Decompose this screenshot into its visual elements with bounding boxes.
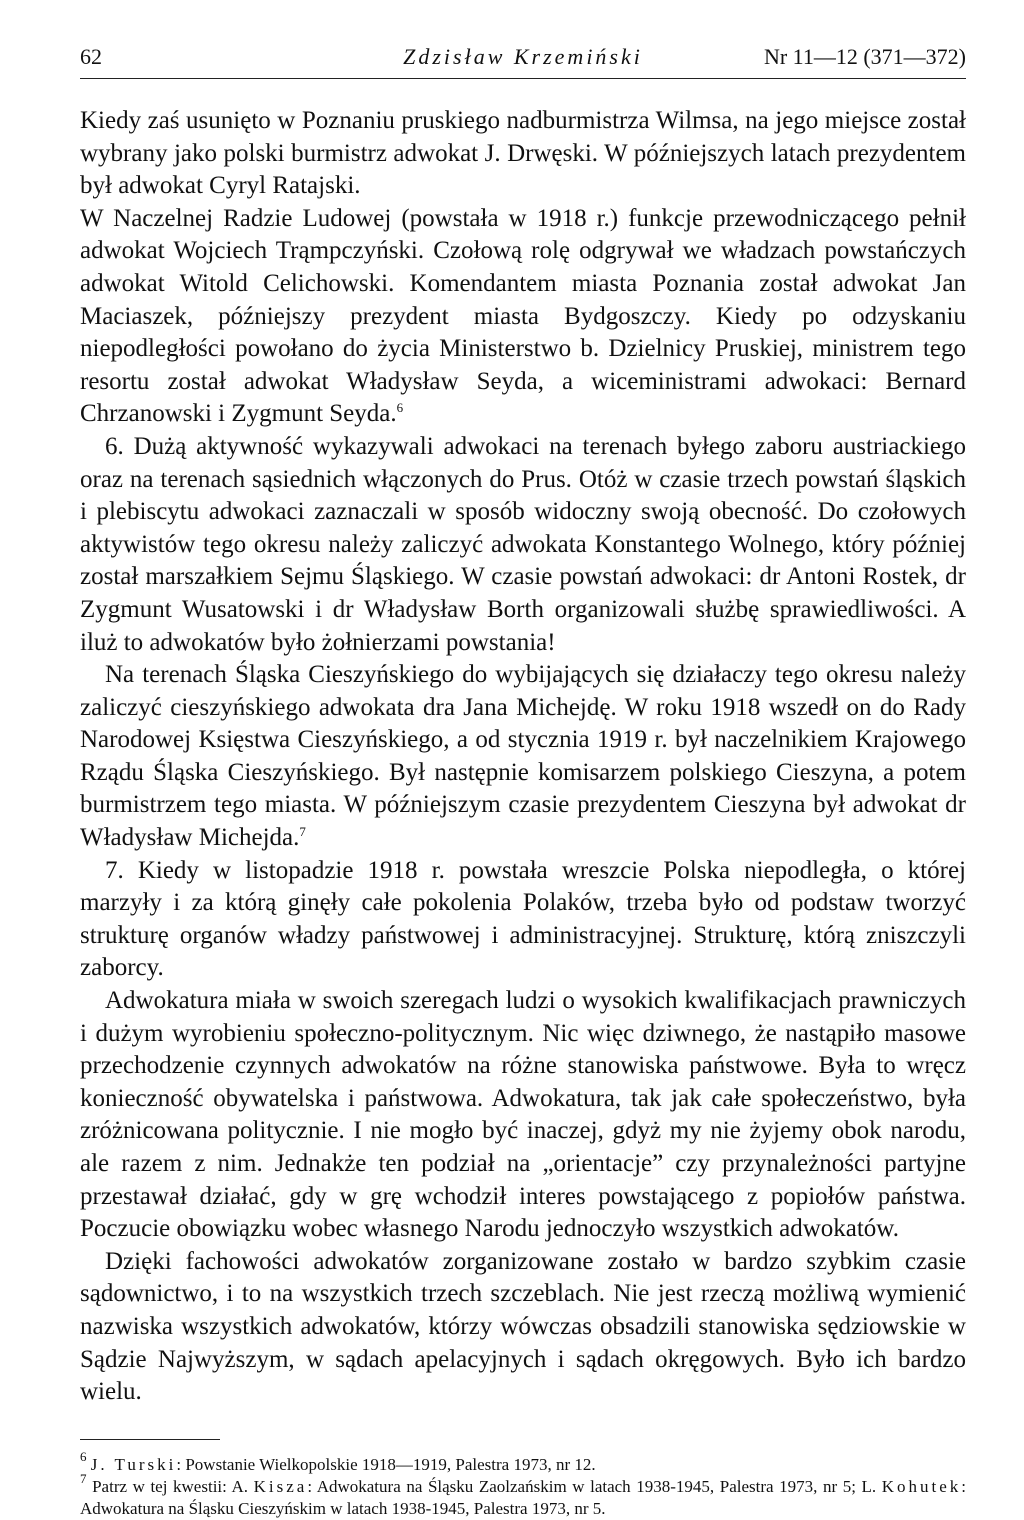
footnote-mark: 7 <box>80 1471 87 1487</box>
paragraph: Adwokatura miała w swoich szeregach ludzi o wysokich kwalifikacjach prawniczych i dużym wyrobieniu społeczno-politycznym. Nic więc dziwnego, że nastąpiło masowe przechodzenie czynnych adwokatów na różne stanowiska państwowe. Była to wręcz konieczność obywatelska i państwowa. Adwokatura, tak jak całe społeczeństwo, była zróżnicowana politycznie. I nie mogło być inaczej, gdyż my nie żyjemy obok narodu, ale razem z nim. Jednakże ten podział na „orientacje” czy przynależności partyjne przestawał działać, gdy w grę wchodził interes powstającego z popiołów państwa. Poczucie obowiązku wobec własnego Narodu jednoczyło wszystkich adwokatów. <box>80 987 966 1243</box>
footnote-author: Kisza <box>253 1477 308 1497</box>
article-body <box>80 105 966 1409</box>
header-issue: Nr 11—12 (371—372) <box>763 44 966 69</box>
header-author: Zdzisław Krzemiński <box>403 44 643 69</box>
footnote-text: : Powstanie Wielkopolskie 1918—1919, Palestra 1973, nr 12. <box>176 1454 596 1474</box>
footnote-rule <box>80 1439 220 1440</box>
page-number: 62 <box>80 44 102 69</box>
footnote-ref: 6 <box>396 400 404 416</box>
footnote-mark: 6 <box>80 1448 87 1464</box>
footnote-author: Kohutek <box>881 1477 962 1497</box>
paragraph: 7. Kiedy w listopadzie 1918 r. powstała wreszcie Polska niepodległa, o której marzyły i za którą ginęły całe pokolenia Polaków, trzeba było od podstaw tworzyć strukturę organów władzy państwowej i administracyjnej. Strukturę, którą zniszczyli zaborcy. <box>80 856 966 982</box>
footnote-text: Patrz w tej kwestii: A. <box>92 1477 254 1497</box>
paragraph: Kiedy zaś usunięto w Poznaniu pruskiego nadburmistrza Wilmsa, na jego miejsce został wybrany jako polski burmistrz adwokat J. Drwęski. W późniejszych latach prezydentem był adwokat Cyryl Ratajski. <box>80 107 966 200</box>
footnote-author: J. Turski <box>90 1454 177 1474</box>
footnote <box>80 1471 967 1519</box>
paragraph: W Naczelnej Radzie Ludowej (powstała w 1918 r.) funkcje przewodniczącego pełnił adwokat Wojciech Trąmpczyński. Czołową rolę odgrywał we władzach powstańczych adwokat Witold Celichowski. Komendantem miasta Poznania został adwokat Jan Maciaszek, późniejszy prezydent miasta Bydgoszczy. Kiedy po odzyskaniu niepodległości powołano do życia Ministerstwo b. Dzielnicy Pruskiej, ministrem tego resortu został adwokat Władysław Seyda, a wiceministrami adwokaci: Bernard Chrzanowski i Zygmunt Seyda.$^6$ <box>80 204 966 428</box>
footnote-text: : Adwokatura na Śląsku Zaolzańskim w latach 1938-1945, Palestra 1973, nr 5; L. <box>307 1477 882 1497</box>
footnote <box>80 1448 966 1476</box>
footnote-ref: 7 <box>299 824 306 840</box>
paragraph: Na terenach Śląska Cieszyńskiego do wybijających się działaczy tego okresu należy zaliczyć cieszyńskiego adwokata dra Jana Michejdę. W roku 1918 wszedł on do Rady Narodowej Księstwa Cieszyńskiego, a od stycznia 1919 r. był naczelnikiem Krajowego Rządu Śląska Cieszyńskiego. Był następnie komisarzem polskiego Cieszyna, a potem burmistrzem tego miasta. W późniejszym czasie prezydentem Cieszyna był adwokat dr Władysław Michejda.$^7$ <box>80 661 966 852</box>
document-page <box>80 44 966 1520</box>
footnote-text: : Adwokatura na Śląsku Cieszyńskim w latach 1938-1945, Palestra 1973, nr 5. <box>80 1477 967 1518</box>
running-header <box>80 44 966 84</box>
paragraph: Dzięki fachowości adwokatów zorganizowane zostało w bardzo szybkim czasie sądownictwo, i to na wszystkich trzech szczeblach. Nie jest rzeczą możliwą wymienić nazwiska wszystkich adwokatów, którzy wówczas obsadzili stanowiska sędziowskie w Sądzie Najwyższym, w sądach apelacyjnych i sądach okręgowych. Było ich bardzo wielu. <box>80 1247 966 1406</box>
paragraph: 6. Dużą aktywność wykazywali adwokaci na terenach byłego zaboru austriackiego oraz na terenach sąsiednich włączonych do Prus. Otóż w czasie trzech powstań śląskich i plebiscytu adwokaci zaznaczali w sposób widoczny swoją obecność. Do czołowych aktywistów tego okresu należy zaliczyć adwokata Konstantego Wolnego, który później został marszałkiem Sejmu Śląskiego. W czasie powstań adwokaci: dr Antoni Rostek, dr Zygmunt Wusatowski i dr Władysław Borth organizowali służbę sprawiedliwości. A iluż to adwokatów było żołnierzami powstania! <box>80 432 966 656</box>
footnotes <box>80 1448 967 1520</box>
